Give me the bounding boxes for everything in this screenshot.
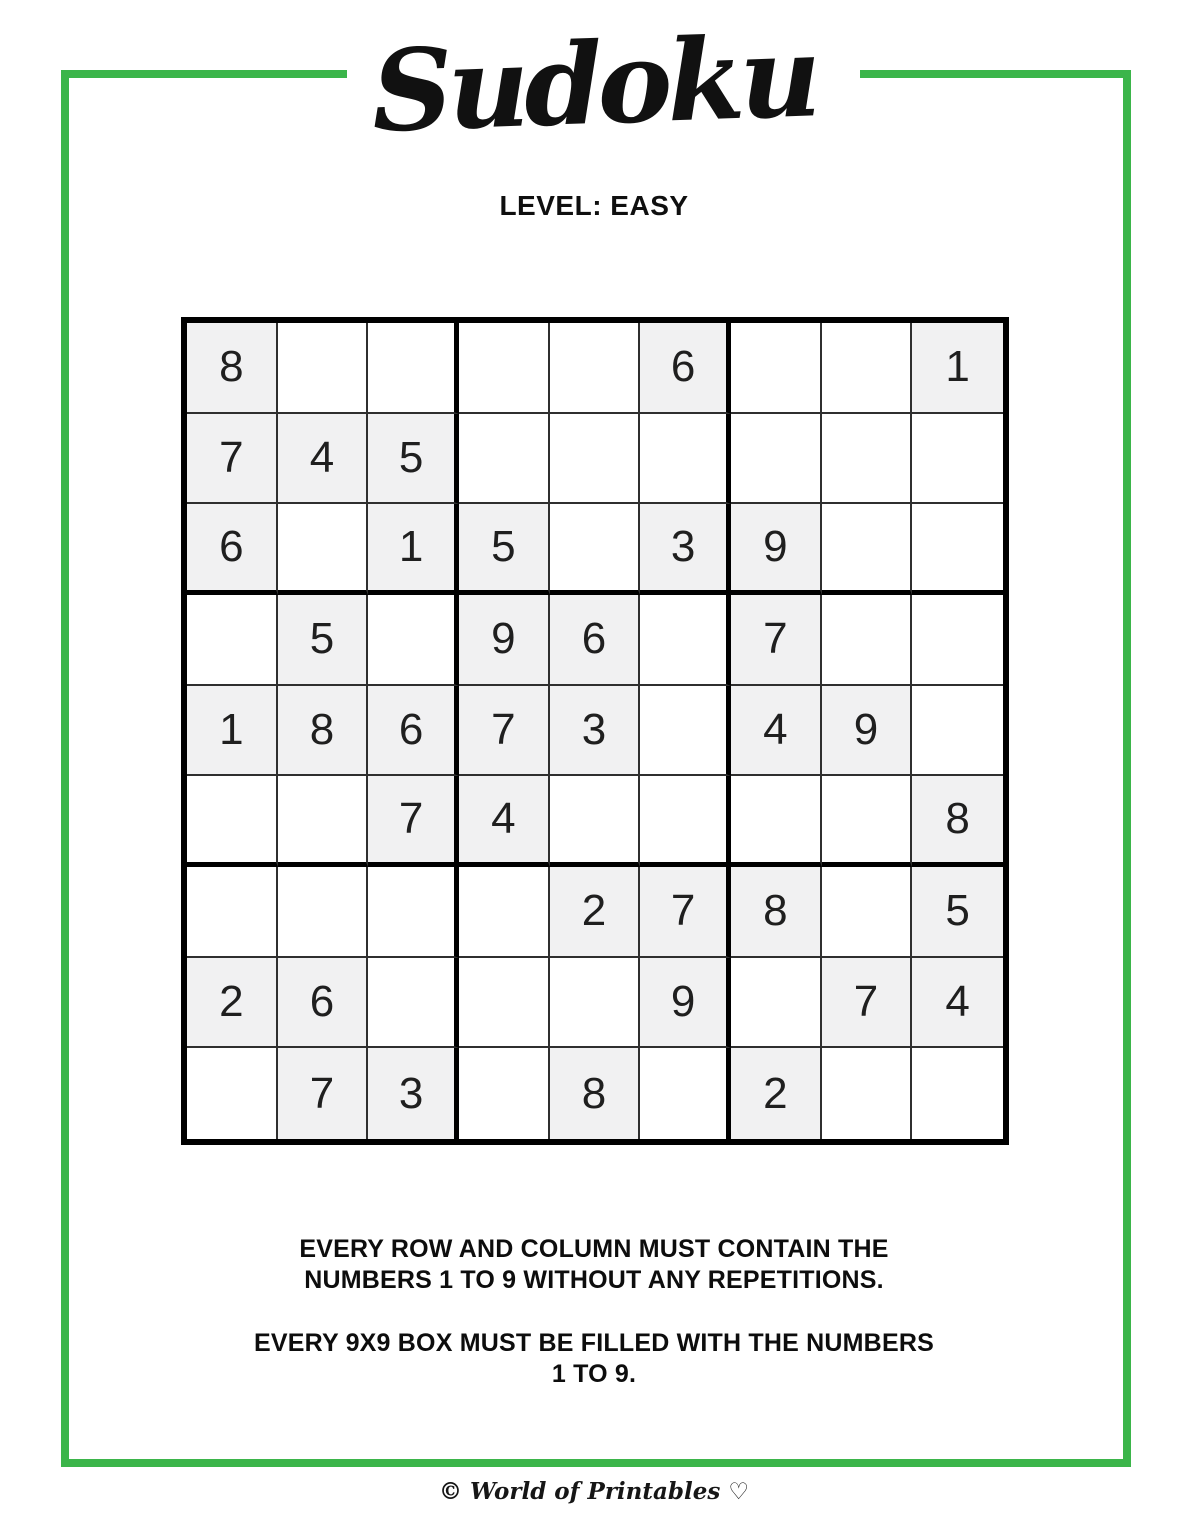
sudoku-cell-r6c2 (278, 776, 369, 867)
sudoku-cell-r4c8 (822, 595, 913, 686)
sudoku-cell-r9c5: 8 (550, 1048, 641, 1139)
sudoku-cell-r2c3: 5 (368, 414, 459, 505)
sudoku-cell-r6c8 (822, 776, 913, 867)
instruction-paragraph-2 (0, 1328, 1188, 1390)
sudoku-cell-r8c9: 4 (912, 958, 1003, 1049)
sudoku-cell-r7c2 (278, 867, 369, 958)
sudoku-cell-r5c1: 1 (187, 686, 278, 777)
sudoku-cell-r2c1: 7 (187, 414, 278, 505)
sudoku-cell-r9c3: 3 (368, 1048, 459, 1139)
sudoku-cell-r3c4: 5 (459, 504, 550, 595)
sudoku-cell-r9c4 (459, 1048, 550, 1139)
sudoku-cell-r7c7: 8 (731, 867, 822, 958)
sudoku-cell-r7c4 (459, 867, 550, 958)
sudoku-cell-r6c7 (731, 776, 822, 867)
sudoku-cell-r3c3: 1 (368, 504, 459, 595)
sudoku-cell-r4c6 (640, 595, 731, 686)
sudoku-cell-r1c3 (368, 323, 459, 414)
sudoku-cell-r1c9: 1 (912, 323, 1003, 414)
sudoku-cell-r5c9 (912, 686, 1003, 777)
sudoku-cell-r3c1: 6 (187, 504, 278, 595)
sudoku-cell-r9c2: 7 (278, 1048, 369, 1139)
sudoku-cell-r2c8 (822, 414, 913, 505)
sudoku-cell-r8c8: 7 (822, 958, 913, 1049)
sudoku-cell-r3c6: 3 (640, 504, 731, 595)
sudoku-cell-r3c9 (912, 504, 1003, 595)
sudoku-grid (181, 317, 1009, 1145)
sudoku-cell-r5c4: 7 (459, 686, 550, 777)
sudoku-cell-r2c6 (640, 414, 731, 505)
sudoku-cell-r6c6 (640, 776, 731, 867)
sudoku-cell-r6c1 (187, 776, 278, 867)
sudoku-cell-r1c7 (731, 323, 822, 414)
sudoku-cell-r9c8 (822, 1048, 913, 1139)
sudoku-cell-r6c9: 8 (912, 776, 1003, 867)
sudoku-cell-r1c6: 6 (640, 323, 731, 414)
sudoku-cell-r2c7 (731, 414, 822, 505)
instruction-line: EVERY 9X9 BOX MUST BE FILLED WITH THE NUMBERS (254, 1329, 934, 1357)
sudoku-cell-r9c9 (912, 1048, 1003, 1139)
publisher-credit: © World of Printables ♡ (439, 1478, 749, 1505)
sudoku-cell-r2c4 (459, 414, 550, 505)
instruction-paragraph-1 (0, 1234, 1188, 1296)
sudoku-cell-r8c1: 2 (187, 958, 278, 1049)
sudoku-cell-r4c1 (187, 595, 278, 686)
sudoku-cell-r2c5 (550, 414, 641, 505)
sudoku-cell-r7c9: 5 (912, 867, 1003, 958)
sudoku-cell-r3c2 (278, 504, 369, 595)
sudoku-cell-r1c5 (550, 323, 641, 414)
sudoku-cell-r9c1 (187, 1048, 278, 1139)
page-title: Sudoku (369, 11, 819, 158)
sudoku-cell-r8c3 (368, 958, 459, 1049)
sudoku-cell-r1c2 (278, 323, 369, 414)
sudoku-cell-r6c3: 7 (368, 776, 459, 867)
instruction-line: 1 TO 9. (551, 1360, 637, 1388)
sudoku-cell-r7c3 (368, 867, 459, 958)
instruction-line: EVERY ROW AND COLUMN MUST CONTAIN THE (299, 1235, 889, 1263)
sudoku-cell-r8c4 (459, 958, 550, 1049)
sudoku-cell-r1c4 (459, 323, 550, 414)
sudoku-cell-r4c4: 9 (459, 595, 550, 686)
sudoku-cell-r2c2: 4 (278, 414, 369, 505)
sudoku-cell-r8c5 (550, 958, 641, 1049)
sudoku-cell-r4c3 (368, 595, 459, 686)
sudoku-cell-r3c7: 9 (731, 504, 822, 595)
sudoku-cell-r7c6: 7 (640, 867, 731, 958)
sudoku-cell-r9c6 (640, 1048, 731, 1139)
instructions-block (0, 1234, 1188, 1422)
sudoku-cell-r1c8 (822, 323, 913, 414)
sudoku-cell-r5c2: 8 (278, 686, 369, 777)
sudoku-cell-r4c5: 6 (550, 595, 641, 686)
sudoku-cell-r8c6: 9 (640, 958, 731, 1049)
sudoku-cell-r4c7: 7 (731, 595, 822, 686)
sudoku-cell-r5c8: 9 (822, 686, 913, 777)
sudoku-cell-r8c7 (731, 958, 822, 1049)
sudoku-cell-r3c5 (550, 504, 641, 595)
sudoku-cell-r6c4: 4 (459, 776, 550, 867)
sudoku-cell-r5c3: 6 (368, 686, 459, 777)
sudoku-cell-r7c5: 2 (550, 867, 641, 958)
sudoku-cell-r5c6 (640, 686, 731, 777)
difficulty-level-label: LEVEL: EASY (499, 190, 689, 221)
sudoku-cell-r9c7: 2 (731, 1048, 822, 1139)
sudoku-cell-r3c8 (822, 504, 913, 595)
sudoku-cell-r7c1 (187, 867, 278, 958)
sudoku-cell-r5c7: 4 (731, 686, 822, 777)
sudoku-cell-r4c9 (912, 595, 1003, 686)
sudoku-cell-r1c1: 8 (187, 323, 278, 414)
instruction-line: NUMBERS 1 TO 9 WITHOUT ANY REPETITIONS. (304, 1266, 884, 1294)
sudoku-cell-r4c2: 5 (278, 595, 369, 686)
sudoku-cell-r6c5 (550, 776, 641, 867)
sudoku-cell-r8c2: 6 (278, 958, 369, 1049)
sudoku-cell-r7c8 (822, 867, 913, 958)
sudoku-cell-r5c5: 3 (550, 686, 641, 777)
sudoku-cell-r2c9 (912, 414, 1003, 505)
